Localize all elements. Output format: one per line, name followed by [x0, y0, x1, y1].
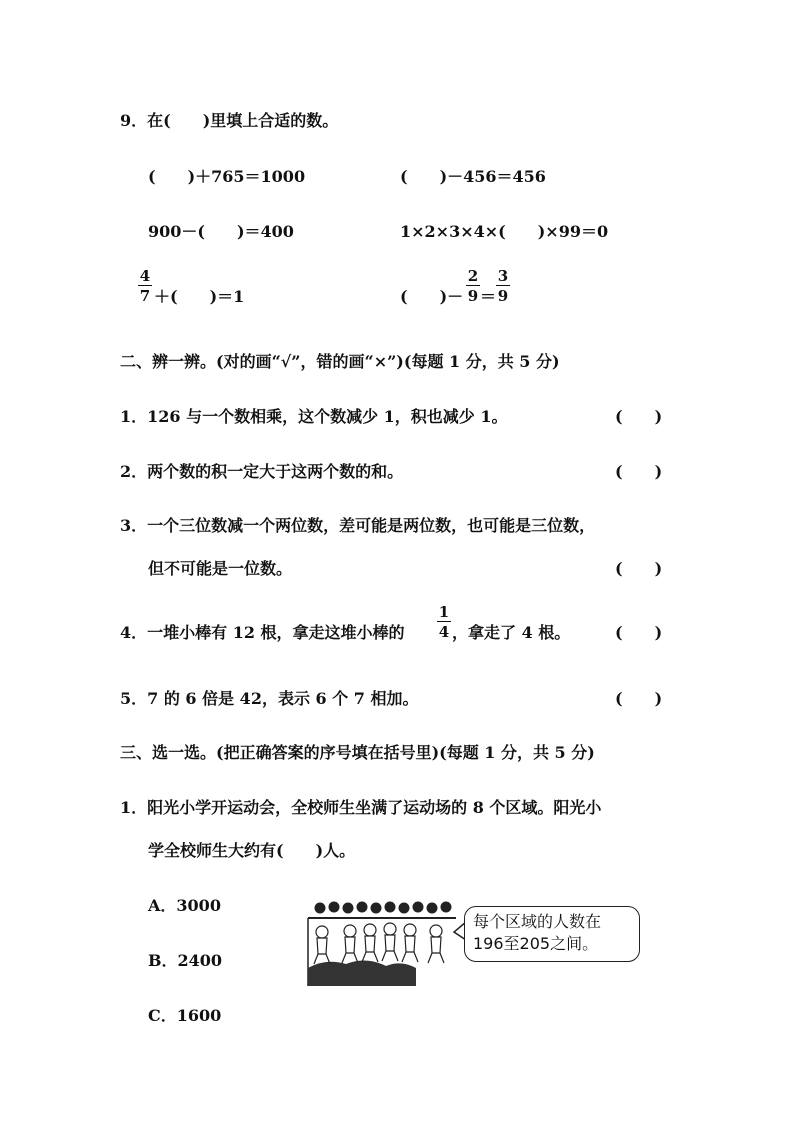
fraction-1-4: [437, 604, 451, 640]
fraction-denominator: 7: [139, 287, 151, 305]
fraction-numerator: 3: [497, 267, 509, 285]
fraction-4-7: [138, 268, 152, 304]
section2-item-4-after: ，拿走了 4 根。: [452, 623, 571, 642]
running-children-illustration: [306, 898, 456, 988]
fraction-2-9: [466, 268, 480, 304]
fraction-numerator: 4: [139, 267, 151, 285]
fraction-numerator: 1: [438, 603, 450, 621]
bubble-line-2: 196至205之间。: [473, 934, 599, 953]
section2-item-5: 5．7 的 6 倍是 42，表示 6 个 7 相加。: [120, 689, 419, 708]
fraction-numerator: 2: [467, 267, 479, 285]
q9-row3-right-prefix: ( )－: [400, 287, 464, 306]
section2-item-4: 4．一堆小棒有 12 根，拿走这堆小棒的: [120, 623, 405, 642]
fraction-bar: [496, 285, 510, 286]
answer-paren-5[interactable]: ( ): [615, 689, 663, 708]
fraction-bar: [466, 285, 480, 286]
section2-item-3-line2: 但不可能是一位数。: [148, 559, 293, 578]
q9-row1-left: ( )＋765＝1000: [148, 167, 306, 186]
section2-heading: 二、辨一辨。(对的画“√”，错的画“×”)(每题 1 分，共 5 分): [120, 352, 560, 371]
child-figures-icon: [314, 923, 444, 964]
option-a[interactable]: A．3000: [148, 896, 221, 915]
section3-q1-line2: 学全校师生大约有( )人。: [148, 841, 356, 860]
q9-row1-right: ( )－456＝456: [400, 167, 546, 186]
section2-item-3: 3．一个三位数减一个两位数，差可能是两位数，也可能是三位数，: [120, 516, 596, 535]
section2-item-2: 2．两个数的积一定大于这两个数的和。: [120, 462, 404, 481]
option-c[interactable]: C．1600: [148, 1006, 222, 1025]
q9-title: 9．在( )里填上合适的数。: [120, 111, 339, 130]
q9-row2-right: 1×2×3×4×( )×99＝0: [400, 222, 609, 241]
fraction-bar: [138, 285, 152, 286]
answer-paren-4[interactable]: ( ): [615, 623, 663, 642]
answer-paren-2[interactable]: ( ): [615, 462, 663, 481]
answer-paren-1[interactable]: ( ): [615, 407, 663, 426]
fraction-denominator: 9: [467, 287, 479, 305]
flower-row-icon: [315, 902, 451, 913]
section2-item-1: 1．126 与一个数相乘，这个数减少 1，积也减少 1。: [120, 407, 508, 426]
speech-bubble: [464, 906, 640, 962]
fraction-3-9: [496, 268, 510, 304]
q9-row3-left-rest: ＋( )＝1: [154, 287, 245, 306]
option-b[interactable]: B．2400: [148, 951, 223, 970]
q9-row3-right-eq: ＝: [480, 287, 497, 306]
answer-paren-3[interactable]: ( ): [615, 559, 663, 578]
fraction-denominator: 4: [438, 623, 450, 641]
section3-heading: 三、选一选。(把正确答案的序号填在括号里)(每题 1 分，共 5 分): [120, 743, 595, 762]
fraction-bar: [437, 621, 451, 622]
section3-q1-line1: 1．阳光小学开运动会，全校师生坐满了运动场的 8 个区域。阳光小: [120, 798, 602, 817]
q9-row2-left: 900－( )＝400: [148, 222, 294, 241]
bubble-line-1: 每个区域的人数在: [473, 912, 602, 931]
fraction-denominator: 9: [497, 287, 509, 305]
